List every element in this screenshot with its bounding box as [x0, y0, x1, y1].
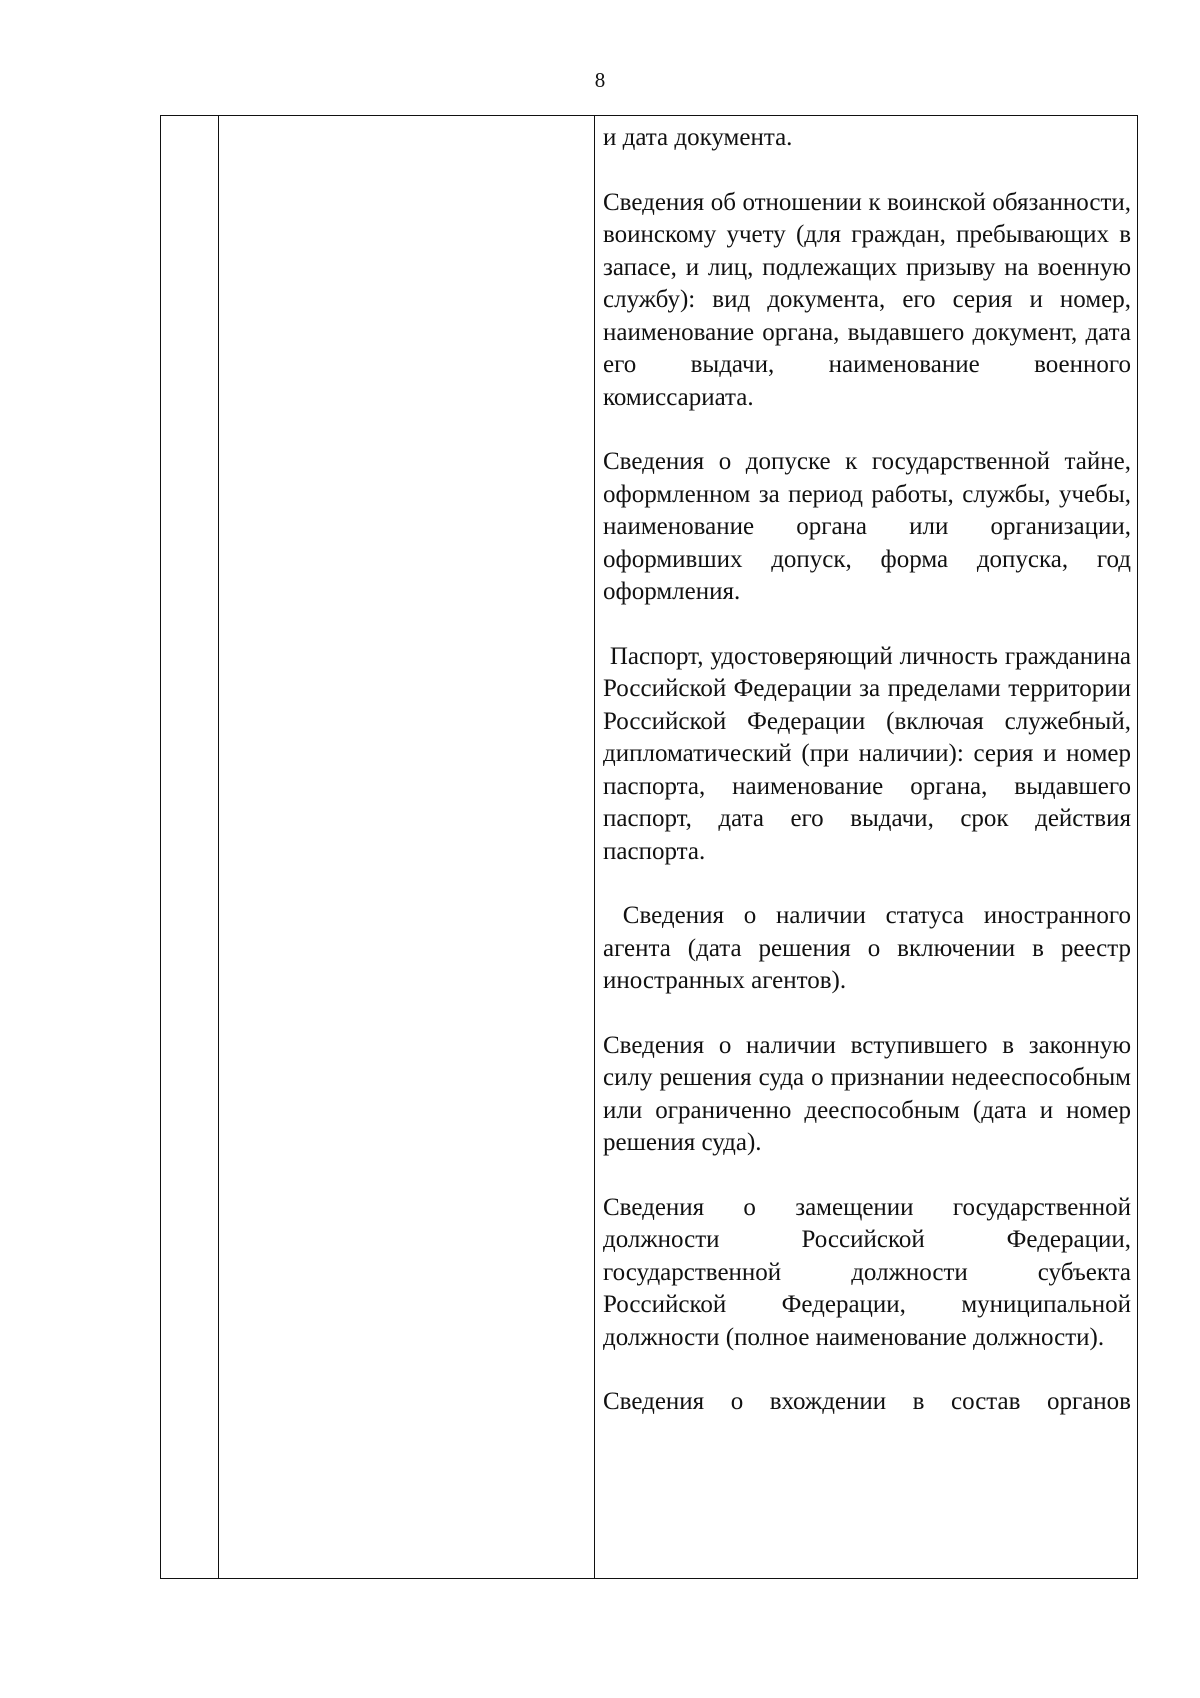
content-paragraphs	[595, 116, 1137, 1419]
document-table	[160, 115, 1138, 1579]
paragraph-governing-bodies: Сведения о вхождении в состав органов	[603, 1388, 1131, 1415]
page-number: 8	[594, 68, 606, 92]
paragraph-state-secret-access: Сведения о допуске к государственной тайне, оформленном за период работы, службы, учебы, наименование органа или организации, оформивших допуск, форма допуска, год оформления.	[603, 448, 1131, 605]
paragraph-state-position: Сведения о замещении государственной должности Российской Федерации, государственной должности субъекта Российской Федерации, муниципальной должности (полное наименование должности).	[603, 1193, 1131, 1351]
paragraph-foreign-passport: Паспорт, удостоверяющий личность гражданина Российской Федерации за пределами территории Российской Федерации (включая служебный, дипломатический (при наличии): серия и номер паспорта, наименование органа, выдавшего паспорт, дата его выдачи, срок действия паспорта.	[603, 642, 1138, 865]
table-row	[161, 116, 1138, 1579]
table-cell-name	[219, 116, 595, 1579]
paragraph-military-duty: Сведения об отношении к воинской обязанности, воинскому учету (для граждан, пребывающих в запасе, и лиц, подлежащих призыву на военную службу): вид документа, его серия и номер, наименование органа, выдавшего документ, дата его выдачи, наименование военного комиссариата.	[603, 188, 1131, 411]
paragraph-document-date: и дата документа.	[603, 124, 793, 151]
table-cell-number	[161, 116, 219, 1579]
paragraph-court-decision: Сведения о наличии вступившего в законную силу решения суда о признании недееспособным или ограниченно дееспособным (дата и номер решения суда).	[603, 1031, 1131, 1156]
paragraph-foreign-agent-status: Сведения о наличии статуса иностранного агента (дата решения о включении в реестр иностранных агентов).	[603, 902, 1138, 994]
table-cell-content	[595, 116, 1138, 1579]
